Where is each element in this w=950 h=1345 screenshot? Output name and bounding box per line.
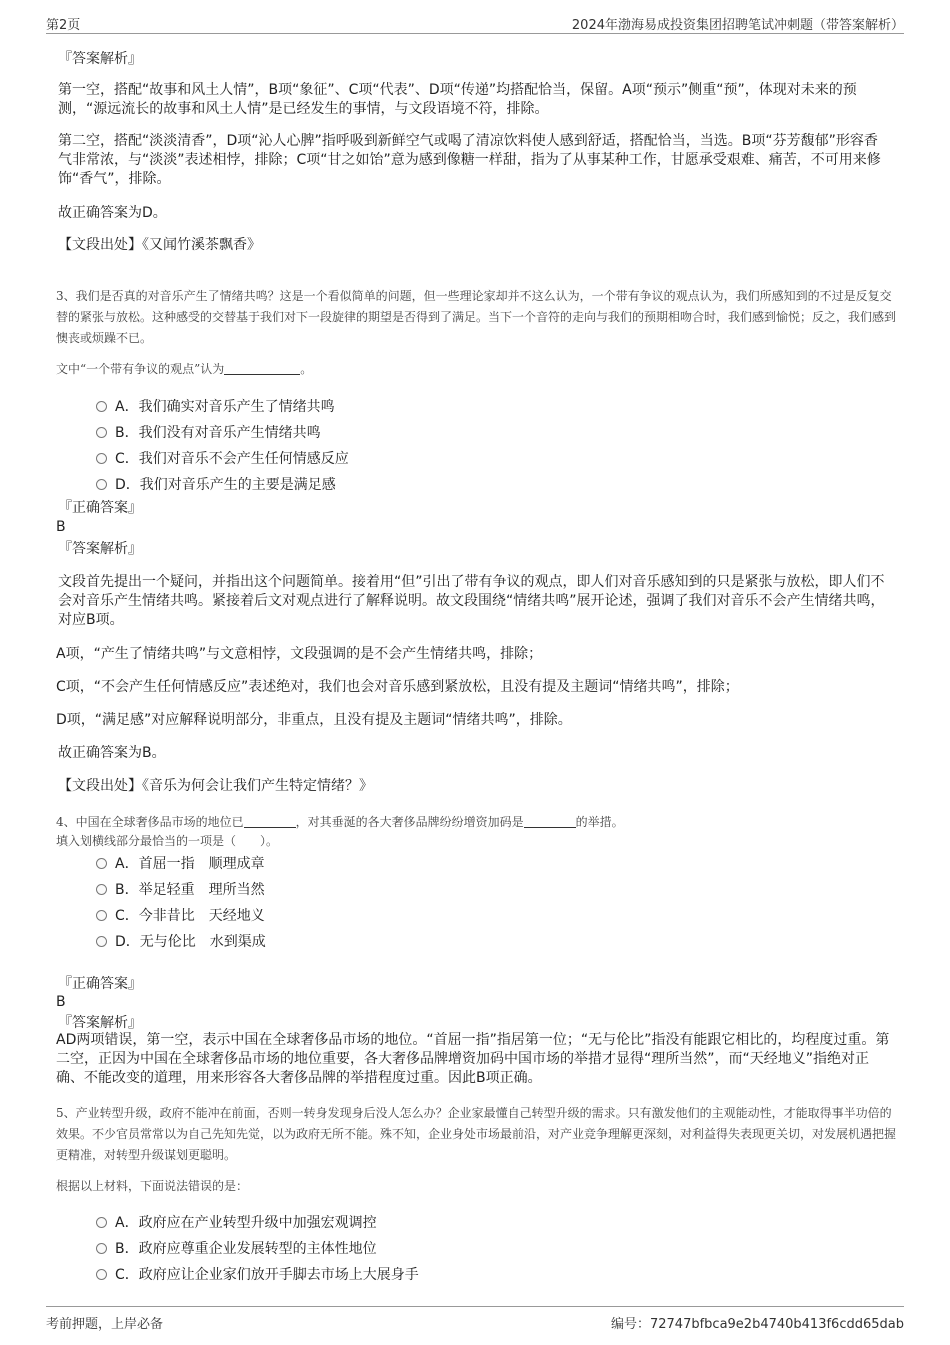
- q3-option-d-text: 我们对音乐产生的主要是满足感: [139, 477, 336, 493]
- q3-option-a[interactable]: [96, 398, 335, 416]
- q3-analysis-para4: D项，“满足感”对应解释说明部分，非重点，且没有提及主题词“情绪共鸣”，排除。: [56, 712, 572, 728]
- q5-stem: 5、产业转型升级，政府不能冲在前面，否则一转身发现身后没人怎么办？企业家最懂自己转型升级的需求。只有激发他们的主观能动性，才能取得事半功倍的效果。不少官员常常以为自己先知先觉，以为政府无所不能。殊不知，企业身处市场最前沿，对产业竞争理解更深刻，对利益得失表现更关切，对发展机遇把握更精准，对转型升级谋划更聪明。: [56, 1106, 897, 1162]
- radio-icon[interactable]: [96, 1269, 107, 1280]
- radio-icon[interactable]: [96, 1217, 107, 1228]
- radio-icon[interactable]: [96, 884, 107, 895]
- footer-divider: [46, 1306, 904, 1307]
- q4-option-d-text: 无与伦比 水到渠成: [139, 934, 266, 950]
- q4-option-b-text: 举足轻重 理所当然: [138, 882, 265, 898]
- q5-option-c-letter: C．: [115, 1267, 139, 1283]
- q3-answer: B: [56, 519, 66, 535]
- q3-prompt: [56, 359, 896, 380]
- q4-prompt: 填入划横线部分最恰当的一项是（ ）。: [56, 834, 279, 848]
- q4-analysis: AD两项错误，第一空，表示中国在全球奢侈品市场的地位。“首屈一指”指居第一位；“无与伦比”指没有能跟它相比的，均程度过重。第二空，正因为中国在全球奢侈品市场的地位重要，各大奢侈品牌增资加码中国市场的举措才显得“理所当然”，而“天经地义”指绝对正确、不能改变的道理，用来形容各大奢侈品牌的举措程度过重。因此B项正确。: [56, 1032, 890, 1086]
- page-number: 第2页: [46, 18, 81, 33]
- radio-icon[interactable]: [96, 427, 107, 438]
- q5-option-a[interactable]: [96, 1214, 377, 1232]
- q3-option-d-letter: D．: [115, 477, 140, 493]
- q5-prompt: 根据以上材料，下面说法错误的是：: [56, 1179, 249, 1193]
- q3-prompt-text: 文中“一个带有争议的观点”认为: [56, 362, 225, 376]
- q4-option-d[interactable]: [96, 933, 266, 951]
- q4-blank-1: [244, 815, 296, 828]
- q2-analysis-para2: 第二空，搭配“淡淡清香”，D项“沁人心脾”指呼吸到新鲜空气或喝了清凉饮料使人感到舒适，搭配恰当，当选。B项“芬芳馥郁”形容香气非常浓，与“淡淡”表述相悖，排除；C项“甘之如饴”意为感到像糖一样甜，指为了从事某种工作，甘愿承受艰难、痛苦，不可用来修饰“香气”，排除。: [58, 133, 881, 187]
- q4-option-a-letter: A．: [115, 856, 139, 872]
- q3-option-c[interactable]: [96, 450, 349, 468]
- q4-option-c-text: 今非昔比 天经地义: [138, 908, 265, 924]
- q2-analysis-heading: 『答案解析』: [58, 51, 142, 67]
- footer-slogan: 考前押题，上岸必备: [46, 1317, 164, 1332]
- q4-stem: [56, 812, 896, 833]
- q3-analysis-para3: C项，“不会产生任何情感反应”表述绝对，我们也会对音乐感到紧放松，且没有提及主题词“情绪共鸣”，排除；: [56, 679, 739, 695]
- q4-answer: B: [56, 994, 66, 1010]
- radio-icon[interactable]: [96, 401, 107, 412]
- page-header: [46, 14, 904, 34]
- q4-analysis-heading: 『答案解析』: [58, 1015, 142, 1031]
- q3-conclusion: 故正确答案为B。: [58, 745, 166, 761]
- q5-option-b-text: 政府应尊重企业发展转型的主体性地位: [138, 1241, 377, 1257]
- q3-option-d[interactable]: [96, 476, 336, 494]
- q4-option-d-letter: D．: [115, 934, 140, 950]
- page-footer: [46, 1313, 904, 1332]
- radio-icon[interactable]: [96, 1243, 107, 1254]
- q3-option-a-letter: A．: [115, 399, 139, 415]
- q4-stem-part2: ，对其垂涎的各大奢侈品牌纷纷增资加码是: [295, 815, 524, 829]
- q5-option-b-letter: B．: [115, 1241, 139, 1257]
- radio-icon[interactable]: [96, 479, 107, 490]
- footer-code: 编号：72747bfbca9e2b4740b413f6cdd65dab: [610, 1317, 904, 1332]
- q4-blank-2: [524, 815, 576, 828]
- q3-analysis-para2: A项，“产生了情绪共鸣”与文意相悖，文段强调的是不会产生情绪共鸣，排除；: [56, 646, 543, 662]
- q2-conclusion: 故正确答案为D。: [58, 205, 167, 221]
- q3-option-b[interactable]: [96, 424, 321, 442]
- q4-option-c[interactable]: [96, 907, 265, 925]
- radio-icon[interactable]: [96, 910, 107, 921]
- q3-option-b-text: 我们没有对音乐产生情绪共鸣: [138, 425, 321, 441]
- q5-option-c[interactable]: [96, 1266, 419, 1284]
- q3-option-c-letter: C．: [115, 451, 139, 467]
- q3-option-b-letter: B．: [115, 425, 139, 441]
- header-divider: [46, 33, 904, 34]
- q4-stem-part3: 的举措。: [575, 815, 624, 829]
- q5-option-b[interactable]: [96, 1240, 377, 1258]
- document-title: 2024年渤海易成投资集团招聘笔试冲刺题（带答案解析）: [571, 18, 904, 33]
- q3-answer-heading: 『正确答案』: [58, 500, 142, 516]
- q3-analysis-heading: 『答案解析』: [58, 541, 142, 557]
- q4-option-a[interactable]: [96, 855, 265, 873]
- q2-source: 【文段出处】《又闻竹溪茶飘香》: [58, 237, 261, 253]
- q3-stem: 3、我们是否真的对音乐产生了情绪共鸣？这是一个看似简单的问题，但一些理论家却并不这么认为，一个带有争议的观点认为，我们所感知到的不过是反复交替的紧张与放松。这种感受的交替基于我们对下一段旋律的期望是否得到了满足。当下一个音符的走向与我们的预期相吻合时，我们感到愉悦；反之，我们感到懊丧或烦躁不已。: [56, 289, 897, 345]
- q3-blank: [224, 362, 300, 375]
- q5-option-a-text: 政府应在产业转型升级中加强宏观调控: [138, 1215, 377, 1231]
- q4-answer-heading: 『正确答案』: [58, 976, 142, 992]
- radio-icon[interactable]: [96, 936, 107, 947]
- q5-option-a-letter: A．: [115, 1215, 139, 1231]
- q4-stem-part1: 4、中国在全球奢侈品市场的地位已: [56, 815, 244, 829]
- q3-analysis-para1: 文段首先提出一个疑问，并指出这个问题简单。接着用“但”引出了带有争议的观点，即人们对音乐感知到的只是紧张与放松，即人们不会对音乐产生情绪共鸣。紧接着后文对观点进行了解释说明。故文段围绕“情绪共鸣”展开论述，强调了我们对音乐不会产生情绪共鸣，对应B项。: [58, 574, 885, 628]
- q3-source: 【文段出处】《音乐为何会让我们产生特定情绪？》: [58, 778, 373, 794]
- q2-analysis-para1: 第一空，搭配“故事和风土人情”，B项“象征”、C项“代表”、D项“传递”均搭配恰当，保留。A项“预示”侧重“预”，体现对未来的预测，“源远流长的故事和风土人情”是已经发生的事情，与文段语境不符，排除。: [58, 82, 857, 117]
- q3-option-a-text: 我们确实对音乐产生了情绪共鸣: [138, 399, 335, 415]
- q3-prompt-end: 。: [300, 362, 313, 376]
- q5-option-c-text: 政府应让企业家们放开手脚去市场上大展身手: [138, 1267, 419, 1283]
- q3-option-c-text: 我们对音乐不会产生任何情感反应: [138, 451, 349, 467]
- radio-icon[interactable]: [96, 453, 107, 464]
- q4-option-b[interactable]: [96, 881, 265, 899]
- q4-option-c-letter: C．: [115, 908, 139, 924]
- radio-icon[interactable]: [96, 858, 107, 869]
- q4-option-b-letter: B．: [115, 882, 139, 898]
- q4-option-a-text: 首屈一指 顺理成章: [138, 856, 265, 872]
